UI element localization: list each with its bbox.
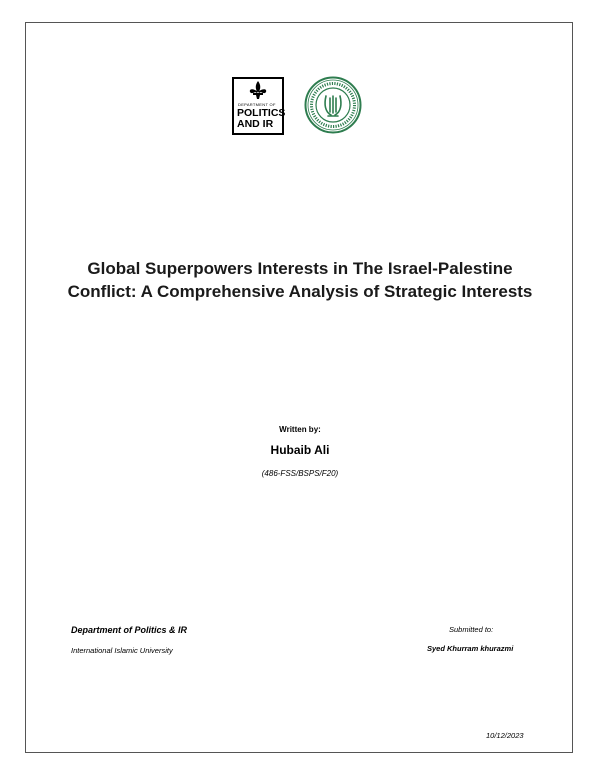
- written-by-label: Written by:: [279, 425, 321, 434]
- submission-date: 10/12/2023: [486, 731, 524, 740]
- logo-dept-andir-text: AND IR: [237, 118, 274, 130]
- document-title: Global Superpowers Interests in The Israel-Palestine Conflict: A Comprehensive Analysis of Strategic Interests: [67, 259, 533, 301]
- logo-dept-small-text: DEPARTMENT OF: [238, 102, 276, 107]
- supervisor-name: Syed Khurram khurazmi: [427, 644, 514, 653]
- fleur-de-lis-icon: [234, 79, 282, 101]
- registration-number: (486-FSS/BSPS/F20): [261, 469, 339, 478]
- submitted-to-label: Submitted to:: [449, 625, 494, 634]
- department-name: Department of Politics & IR: [71, 625, 188, 635]
- university-seal: [304, 76, 362, 134]
- author-name: Hubaib Ali: [270, 443, 330, 457]
- university-name: International Islamic University: [71, 646, 173, 655]
- department-logo: [232, 77, 284, 135]
- logo-dept-politics-text: POLITICS: [237, 107, 286, 119]
